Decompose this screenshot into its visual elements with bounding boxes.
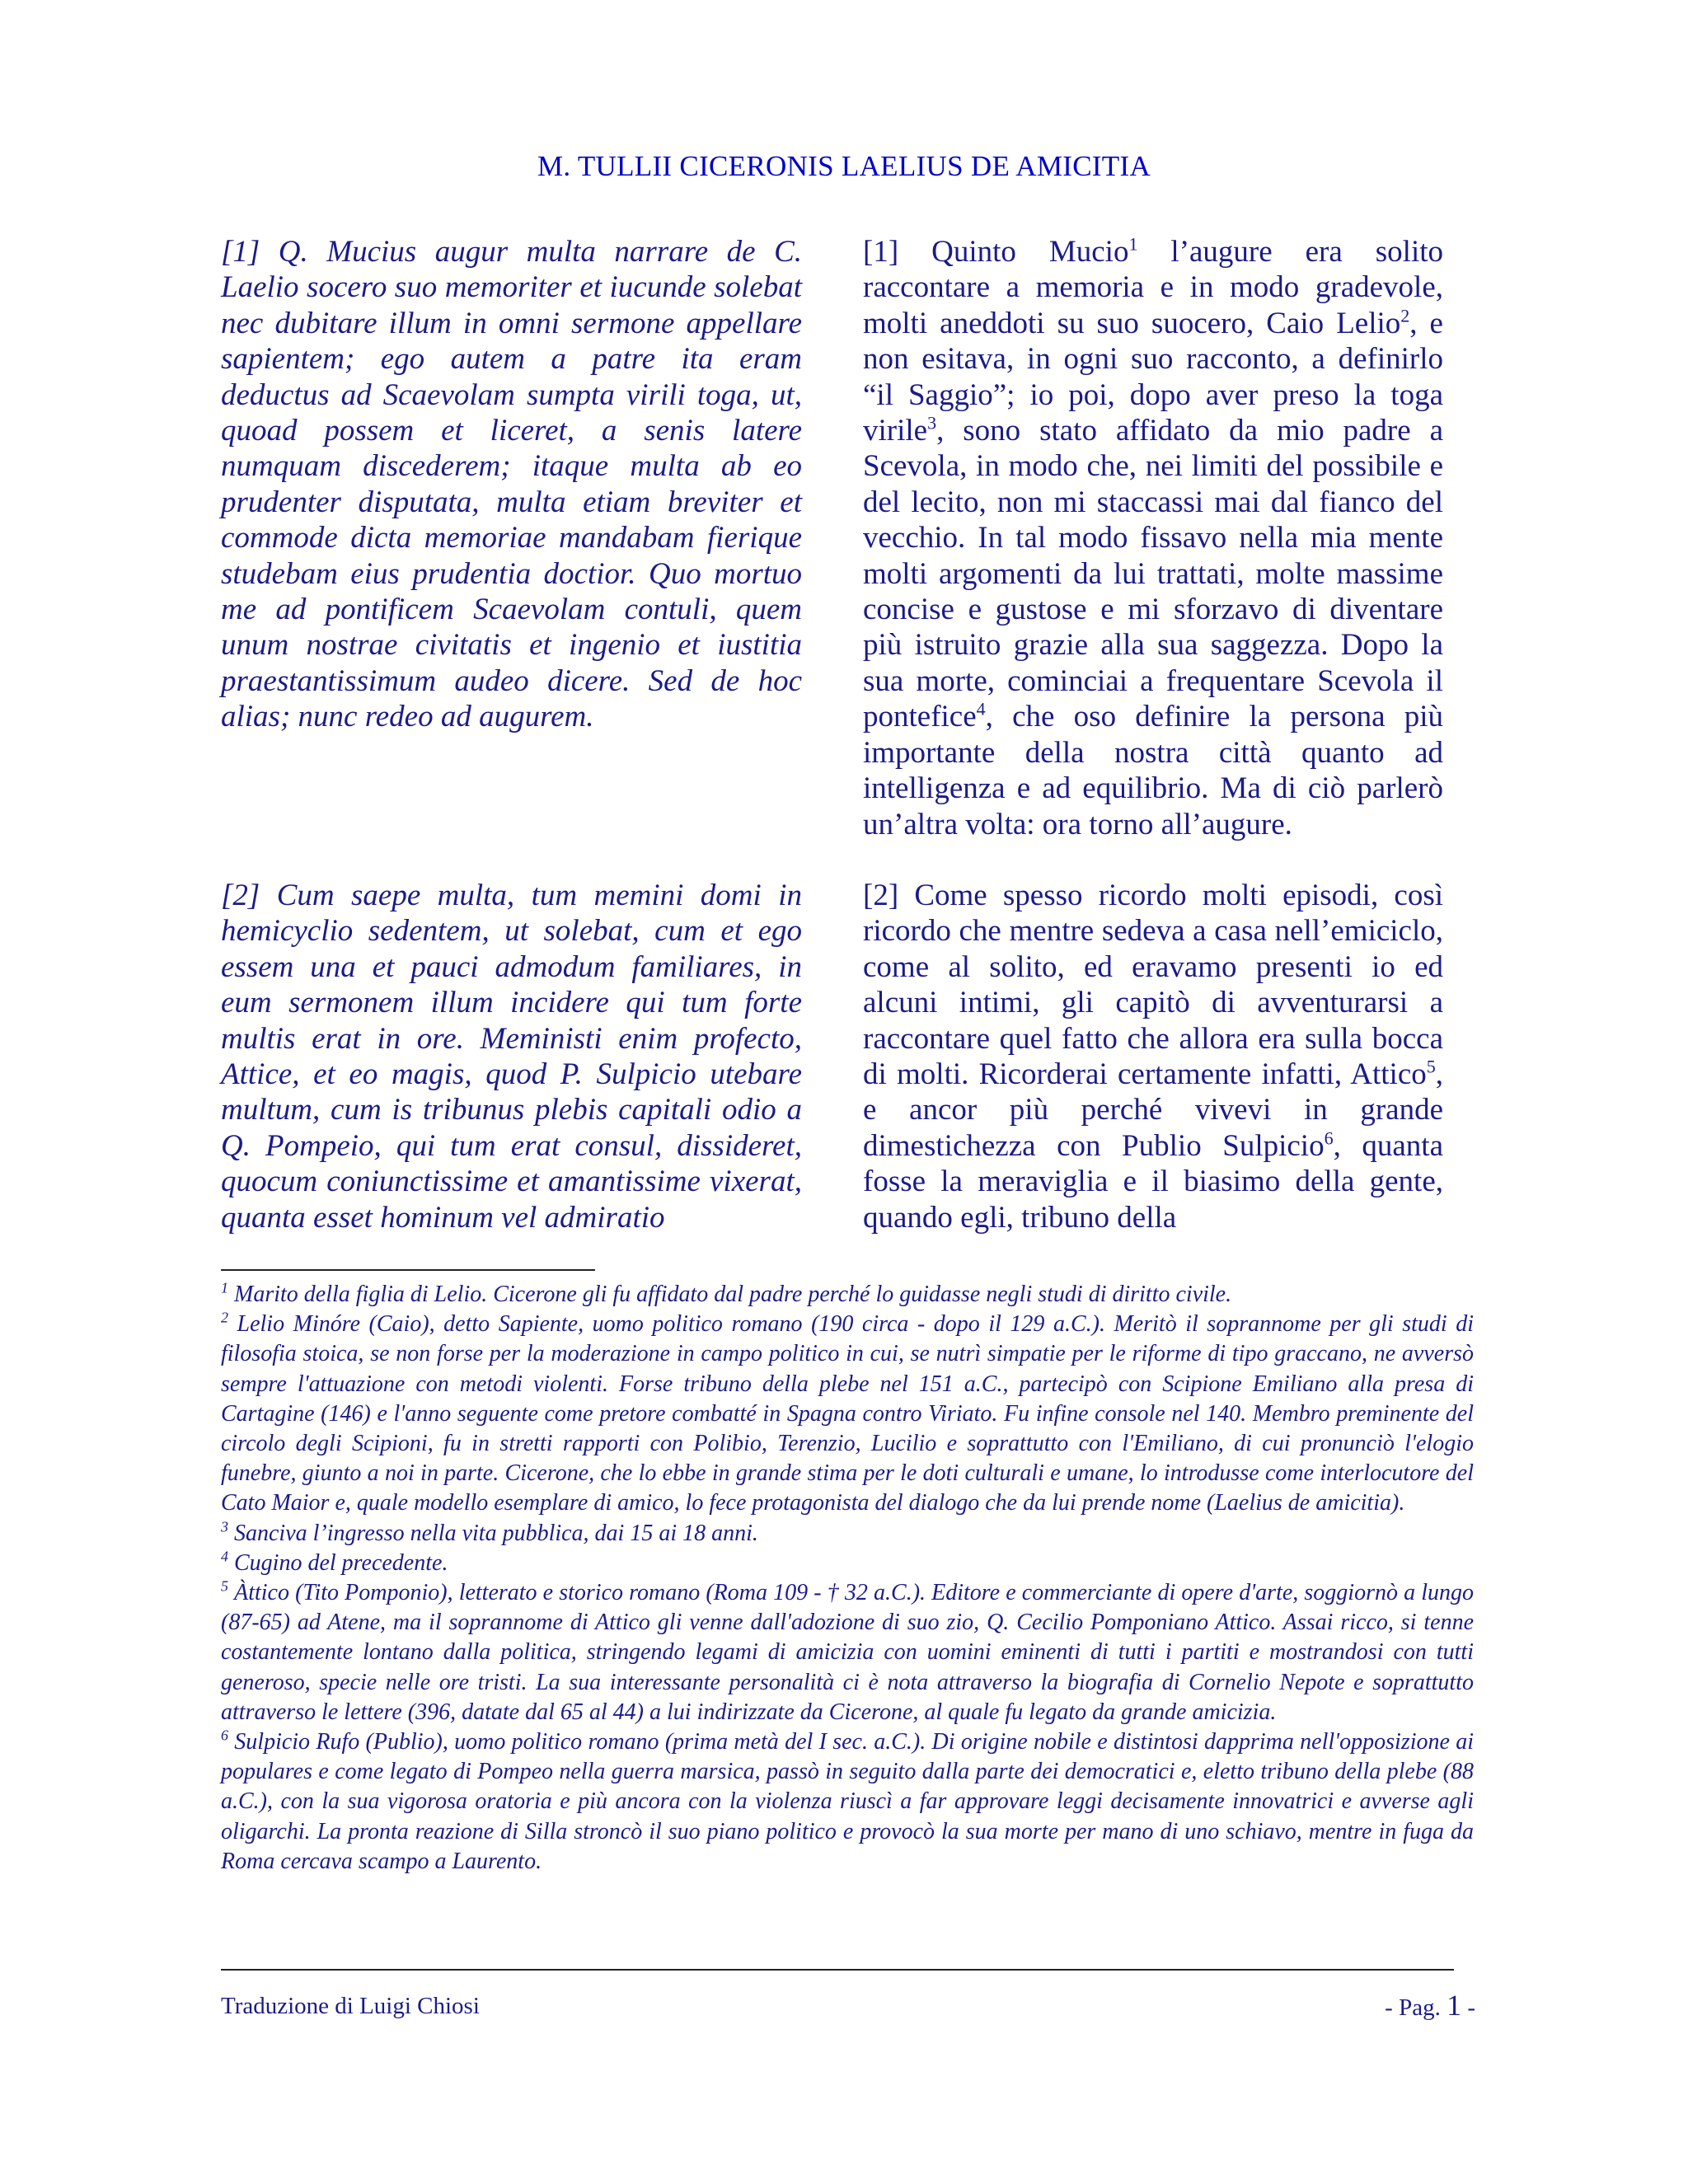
page-prefix: - Pag. — [1385, 1994, 1447, 2021]
footnotes — [221, 1280, 1474, 1877]
footnote-2 — [221, 1310, 1474, 1518]
footnote-number: 6 — [221, 1727, 228, 1744]
footnote-text: Sanciva l’ingresso nella vita pubblica, dai 15 ai 18 anni. — [228, 1520, 758, 1546]
footnote-1 — [221, 1280, 1474, 1310]
footnote-ref-6: 6 — [1324, 1127, 1334, 1149]
italian-text: l’augure era solito raccontare a memoria e in modo gradevole, molti aneddoti su suo suocero, Caio Lelio — [863, 235, 1444, 340]
footnote-number: 4 — [221, 1548, 228, 1565]
italian-text: , e non esitava, in ogni suo racconto, a definirlo “il Saggio”; io poi, dopo aver preso la toga virile — [863, 306, 1443, 448]
footnote-text: Àttico (Tito Pomponio), letterato e storico romano (Roma 109 - † 32 a.C.). Editore e commerciante di opere d'arte, soggiornò a lungo (87-65) ad Atene, ma il soprannome di Attico gli venne dall'adozione di suo zio, Q. Cecilio Pomponiano Attico. Assai ricco, si tenne costantemente lontano dalla politica, stringendo legami di amicizia con uomini eminenti di tutti i partiti e mostrandosi con tutti generoso, specie nelle ore tristi. La sua interessante personalità ci è nota attraverso la biografia di Cornelio Nepote e soprattutto attraverso le lettere (396, datate dal 65 al 44) a lui indirizzate da Cicerone, al quale fu legato da grande amicizia. — [221, 1580, 1474, 1725]
footnote-4 — [221, 1549, 1474, 1578]
footnote-ref-5: 5 — [1426, 1056, 1436, 1077]
footer-separator — [221, 1969, 1454, 1971]
footnote-ref-2: 2 — [1400, 305, 1410, 326]
italian-paragraph-1 — [863, 234, 1443, 842]
footnote-ref-3: 3 — [927, 412, 937, 434]
footnote-separator — [221, 1269, 595, 1271]
footnote-5 — [221, 1578, 1474, 1727]
footnote-number: 3 — [221, 1518, 228, 1535]
page-number-value: 1 — [1447, 1989, 1462, 2022]
latin-text-1: [1] Q. Mucius augur multa narrare de C. Laelio socero suo memoriter et iucunde solebat nec dubitare illum in omni sermone appellare sapientem; ego autem a patre ita eram deductus ad Scaevolam sumpta virili toga, ut, quoad possem et liceret, a senis latere numquam discederem; itaque multa ab eo prudenter disputata, multa etiam breviter et commode dicta memoriae mandabam fierique studebam eius prudentia doctior. Quo mortuo me ad pontificem Scaevolam contuli, quem unum nostrae civitatis et ingenio et iustitia praestantissimum audeo dicere. Sed de hoc alias; nunc redeo ad augurem. — [221, 235, 802, 734]
italian-paragraph-2 — [863, 878, 1443, 1235]
translator-credit: Traduzione di Luigi Chiosi — [221, 1993, 480, 2019]
italian-text: , quanta fosse la meraviglia e il biasimo della gente, quando egli, tribuno della — [863, 1128, 1444, 1235]
footnote-number: 2 — [221, 1309, 228, 1326]
footnote-text: Sulpicio Rufo (Publio), uomo politico romano (prima metà del I sec. a.C.). Di origine nobile e distintosi dapprima nell'opposizione ai populares e come legato di Pompeo nella guerra marsica, passò in seguito dalla parte dei democratici e, eletto tribuno della plebe (88 a.C.), con la sua vigorosa oratoria e più ancora con la violenza riuscì a far approvare leggi decisamente innovatrici e avverse agli oligarchi. La pronta reazione di Silla stroncò il suo piano politico e provocò la sua morte per mano di uno schiavo, mentre in fuga da Roma cercava scampo a Laurento. — [221, 1729, 1474, 1874]
page-title: M. TULLII CICERONIS LAELIUS DE AMICITIA — [537, 150, 1151, 182]
italian-text: [2] Come spesso ricordo molti episodi, così ricordo che mentre sedeva a casa nell’emiciclo, come al solito, ed eravamo presenti io ed alcuni intimi, gli capitò di avventurarsi a raccontare quel fatto che allora era sulla bocca di molti. Ricorderai certamente infatti, Attico — [863, 879, 1443, 1092]
footnote-text: Marito della figlia di Lelio. Cicerone gli fu affidato dal padre perché lo guidasse negli studi di diritto civile. — [228, 1282, 1232, 1307]
page-suffix: - — [1461, 1994, 1475, 2021]
latin-paragraph-1 — [221, 234, 802, 735]
latin-paragraph-2 — [221, 878, 802, 1235]
footnote-number: 1 — [221, 1279, 228, 1296]
footnote-6 — [221, 1727, 1474, 1877]
italian-text: , e ancor più perché vivevi in grande dimestichezza con Publio Sulpicio — [863, 1057, 1443, 1163]
italian-text: , che oso definire la persona più importante della nostra città quanto ad intelligenza e ad equilibrio. Ma di ciò parlerò un’altra volta: ora torno all’augure. — [863, 700, 1443, 841]
footnote-ref-1: 1 — [1128, 233, 1138, 255]
italian-text: , sono stato affidato da mio padre a Scevola, in modo che, nei limiti del possibile e del lecito, non mi staccassi mai dal fianco del vecchio. In tal modo fissavo nella mia mente molti argomenti da lui trattati, molte massime concise e gustose e mi sforzavo di diventare più istruito grazie alla sua saggezza. Dopo la sua morte, cominciai a frequentare Scevola il pontefice — [863, 414, 1443, 734]
footnote-3 — [221, 1519, 1474, 1549]
italian-text: [1] Quinto Mucio — [863, 235, 1129, 269]
footnote-text: Cugino del precedente. — [228, 1549, 448, 1576]
latin-text-2: [2] Cum saepe multa, tum memini domi in hemicyclio sedentem, ut solebat, cum et ego essem una et pauci admodum familiares, in eum sermonem illum incidere qui tum forte multis erat in ore. Meministi enim profecto, Attice, et eo magis, quod P. Sulpicio utebare multum, cum is tribunus plebis capitali odio a Q. Pompeio, qui tum erat consul, dissideret, quocum coniunctissime et amantissime vixerat, quanta esset hominum vel admiratio — [221, 879, 802, 1235]
footnote-number: 5 — [221, 1577, 228, 1595]
page-number — [1385, 1988, 1475, 2022]
footnote-text: Lelio Minóre (Caio), detto Sapiente, uomo politico romano (190 circa - dopo il 129 a.C.). Meritò il soprannome per gli studi di filosofia stoica, se non forse per la moderazione in campo politico in cui, se nutrì simpatie per le riforme di tipo graccano, ne avversò sempre l'attuazione con metodi violenti. Forse tribuno della plebe nel 151 a.C., partecipò con Scipione Emiliano alla presa di Cartagine (146) e l'anno seguente come pretore combatté in Spagna contro Viriato. Fu infine console nel 140. Membro preminente del circolo degli Scipioni, fu in stretti rapporti con Polibio, Terenzio, Lucilio e soprattutto con l'Emiliano, di cui pronunciò l'elogio funebre, giunto a noi in parte. Cicerone, che lo ebbe in grande stima per le doti culturali e umane, lo introdusse come interlocutore del Cato Maior e, quale modello esemplare di amico, lo fece protagonista del dialogo che da lui prende nome (Laelius de amicitia). — [221, 1311, 1474, 1516]
footnote-ref-4: 4 — [976, 698, 986, 719]
